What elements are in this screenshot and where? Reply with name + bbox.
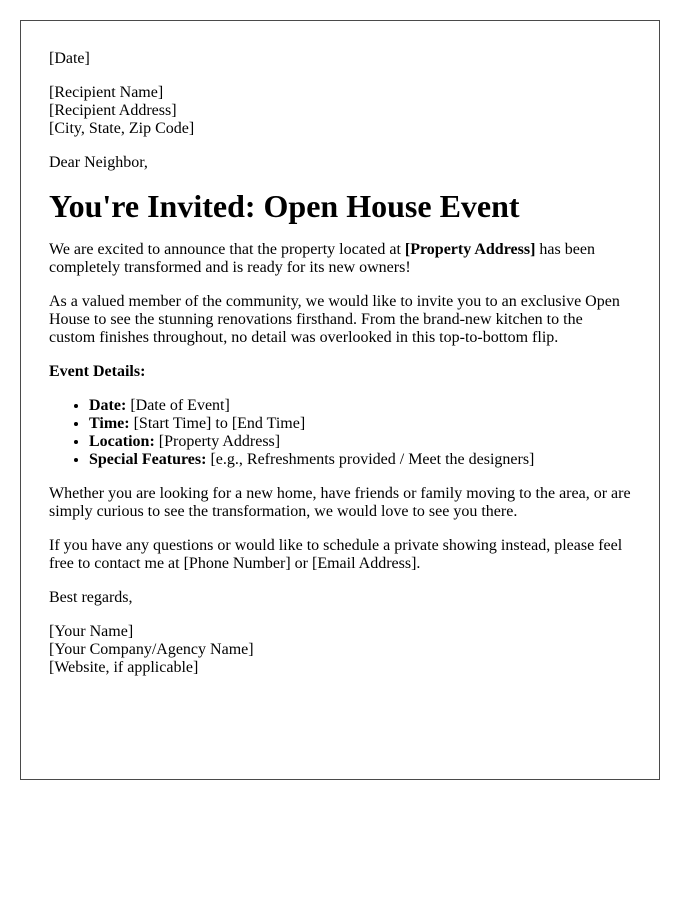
contact-paragraph: If you have any questions or would like to schedule a private showing instead, please feel free to contact me at [Phone Number] or [Email Address]. [49,537,623,572]
event-detail-special-features [89,451,631,469]
intro-text-before: We are excited to announce that the property located at [49,241,405,258]
invitation-paragraph: As a valued member of the community, we would like to invite you to an exclusive Open House to see the stunning renovations firsthand. From the brand-new kitchen to the custom finishes throughout, no detail was overlooked in this top-to-bottom flip. [49,293,620,346]
sender-name: [Your Name] [49,623,134,640]
event-detail-label: Location: [89,433,155,450]
date-block [49,50,631,68]
event-detail-value: [e.g., Refreshments provided / Meet the designers] [206,451,535,468]
letter-page [20,20,660,780]
intro-paragraph [49,241,631,277]
event-details-heading-line [49,363,631,381]
event-detail-label: Time: [89,415,130,432]
recipient-address: [Recipient Address] [49,102,177,119]
recipient-city-state-zip: [City, State, Zip Code] [49,120,195,137]
recipient-address-block [49,84,631,138]
property-address-bold: [Property Address] [404,241,536,258]
event-details-heading: Event Details: [49,363,146,380]
event-detail-label: Special Features: [89,451,207,468]
event-detail-value: [Property Address] [154,433,281,450]
event-detail-label: Date: [89,397,127,414]
event-detail-value: [Date of Event] [126,397,230,414]
event-detail-location [89,433,631,451]
event-detail-date [89,397,631,415]
salutation: Dear Neighbor, [49,154,148,171]
sender-company: [Your Company/Agency Name] [49,641,254,658]
recipient-name: [Recipient Name] [49,84,164,101]
letter-title: You're Invited: Open House Event [49,188,520,224]
sender-website: [Website, if applicable] [49,659,199,676]
closing-phrase: Best regards, [49,589,133,606]
letter-date: [Date] [49,50,90,67]
signature-block [49,623,631,677]
event-detail-time [89,415,631,433]
event-details-list [49,397,631,469]
event-detail-value: [Start Time] to [End Time] [129,415,306,432]
intro-text-after: has been completely transformed and is ready for its new owners! [49,241,595,276]
welcome-paragraph: Whether you are looking for a new home, have friends or family moving to the area, or are simply curious to see the transformation, we would love to see you there. [49,485,631,520]
